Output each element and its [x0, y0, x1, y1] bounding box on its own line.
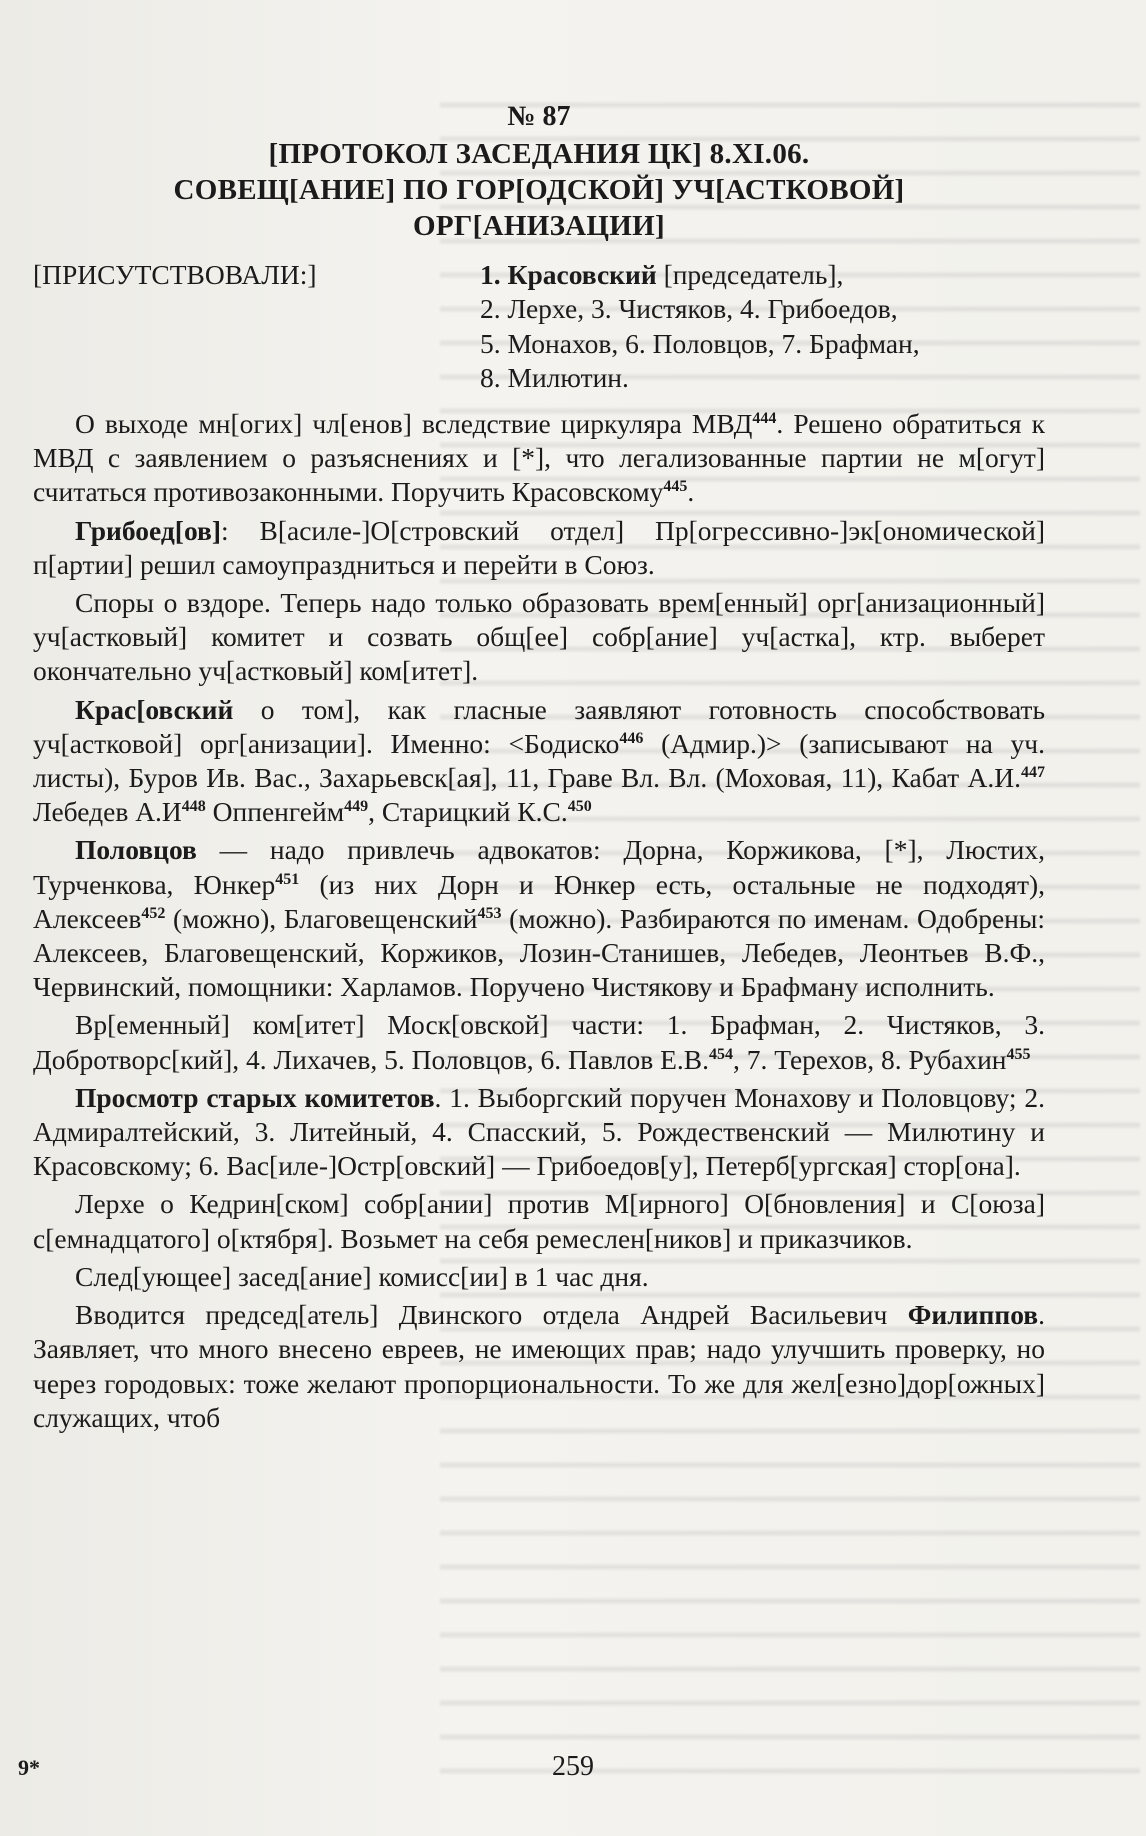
footnote-ref: 452: [141, 904, 166, 922]
attendees-block: [33, 258, 1045, 395]
heading-line: ОРГ[АНИЗАЦИИ]: [413, 210, 665, 243]
attendee-line: 5. Монахов, 6. Половцов, 7. Брафман,: [480, 327, 920, 359]
heading-line: [ПРОТОКОЛ ЗАСЕДАНИЯ ЦК] 8.XI.06.: [268, 138, 810, 171]
page-number: 259: [552, 1751, 594, 1782]
heading-line: СОВЕЩ[АНИЕ] ПО ГОР[ОДСКОЙ] УЧ[АСТКОВОЙ]: [173, 174, 905, 207]
document-heading: [33, 100, 1045, 244]
paragraph-next-meeting: След[ующее] засед[ание] комисс[ии] в 1 час дня.: [75, 1260, 649, 1292]
speaker-name: Грибоед[ов]: [75, 514, 222, 546]
footnote-ref: 450: [567, 798, 592, 816]
paragraph-mvd: О выходе мн[огих] чл[енов] вследствие циркуляра МВД$^{444}$. Решено обратиться к МВД с заявлением о разъяснениях и [*], что легализованные партии не м[огут] считаться противозаконными. Поручить Красовскому$^{445}$.: [33, 408, 1045, 508]
footnote-ref: 451: [275, 870, 300, 888]
paragraph-temp-committee: Вр[еменный] ком[итет] Моск[овской] части: 1. Брафман, 2. Чистяков, 3. Добротворс[кий], 4. Лихачев, 5. Половцов, 6. Павлов Е.В.$^{454}$, 7. Терехов, 8. Рубахин$^{455}$: [33, 1009, 1045, 1075]
footnote-ref: 454: [708, 1045, 733, 1063]
paragraph-krasovsky: Крас[овский о том], как гласные заявляют готовность способствовать уч[астковой] орг[анизации]. Именно: <Бодиско$^{446}$ (Адмир.)> (записывают на уч. листы), Буров Ив. Вас., Захарьевск[ая], 11, Граве Вл. Вл. (Моховая, 11), Кабат А.И.$^{447}$ Лебедев $А.И^{448}$ Оппенгейм$^{449}$, Старицкий К.С.$^{450}$: [33, 693, 1045, 828]
paragraph-griboedov: Грибоед[ов]: В[асиле-]О[стровский отдел] Пр[огрессивно-]эк[ономической] п[артии] решил самоупраздниться и перейти в Союз.: [33, 514, 1045, 580]
attendee-chair: 1. Красовский: [480, 259, 657, 291]
attendees-label: [ПРИСУТСТВОВАЛИ:]: [33, 259, 317, 291]
document-body: [33, 100, 1045, 1439]
page-footer: [0, 1751, 1146, 1795]
paragraph-disputes: Споры о вздоре. Теперь надо только образовать врем[енный] орг[анизационный] уч[астковый] комитет и созвать общ[ее] собр[ание] уч[астка], ктр. выберет окончательно уч[астковый] ком[итет].: [33, 587, 1045, 687]
footnote-ref: 444: [752, 409, 777, 427]
footnote-ref: 448: [181, 798, 206, 816]
paragraph-filippov: Вводится председ[атель] Двинского отдела Андрей Васильевич Филиппов. Заявляет, что много внесено евреев, не имеющих прав; надо улучшить проверку, но через городовых: тоже желают пропорциональности. То же для жел[езно]дор[ожных] служащих, чтоб: [33, 1299, 1045, 1433]
speaker-name: Крас[овский: [75, 693, 234, 725]
signature-mark: 9*: [18, 1755, 40, 1780]
footnote-ref: 446: [619, 729, 644, 747]
attendee-line: 1. Красовский [председатель],: [480, 259, 844, 291]
document-number: № 87: [507, 101, 571, 132]
attendee-line: 2. Лерхе, 3. Чистяков, 4. Грибоедов,: [480, 293, 898, 325]
attendee-line: 8. Милютин.: [480, 361, 629, 393]
footnote-ref: 447: [1021, 763, 1045, 781]
speaker-name: Половцов: [75, 834, 197, 866]
footnote-ref: 453: [477, 904, 502, 922]
paragraph-polovtsov: Половцов — надо привлечь адвокатов: Дорна, Коржикова, [*], Люстих, Турченкова, Юнкер$^{451}$ (из них Дорн и Юнкер есть, остальные не подходят), Алексеев$^{452}$ (можно), Благовещенский$^{453}$ (можно). Разбираются по именам. Одобрены: Алексеев, Благовещенский, Коржиков, Лозин-Станишев, Лебедев, Леонтьев В.Ф., Червинский, помощники: Харламов. Поручено Чистякову и Брафману исполнить.: [33, 834, 1045, 1003]
footnote-ref: 449: [344, 798, 369, 816]
footnote-ref: 445: [663, 478, 688, 496]
footnote-ref: 455: [1006, 1045, 1031, 1063]
attendees-list: [480, 258, 1045, 395]
speaker-name: Филиппов: [907, 1299, 1039, 1331]
paragraph-lerhe: Лерхе о Кедрин[ском] собр[ании] против М[ирного] О[бновления] и С[оюза] с[емнадцатого] о[ктября]. Возьмет на себя ремеслен[ников] и приказчиков.: [33, 1188, 1045, 1254]
section-lead: Просмотр старых комитетов: [75, 1081, 435, 1113]
paragraph-old-committees: Просмотр старых комитетов. 1. Выборгский поручен Монахову и Половцову; 2. Адмиралтейский, 3. Литейный, 4. Спасский, 5. Рождественский — Милютину и Красовскому; 6. Вас[иле-]Остр[овский] — Грибоедов[у], Петерб[ургская] стор[она].: [33, 1081, 1045, 1182]
